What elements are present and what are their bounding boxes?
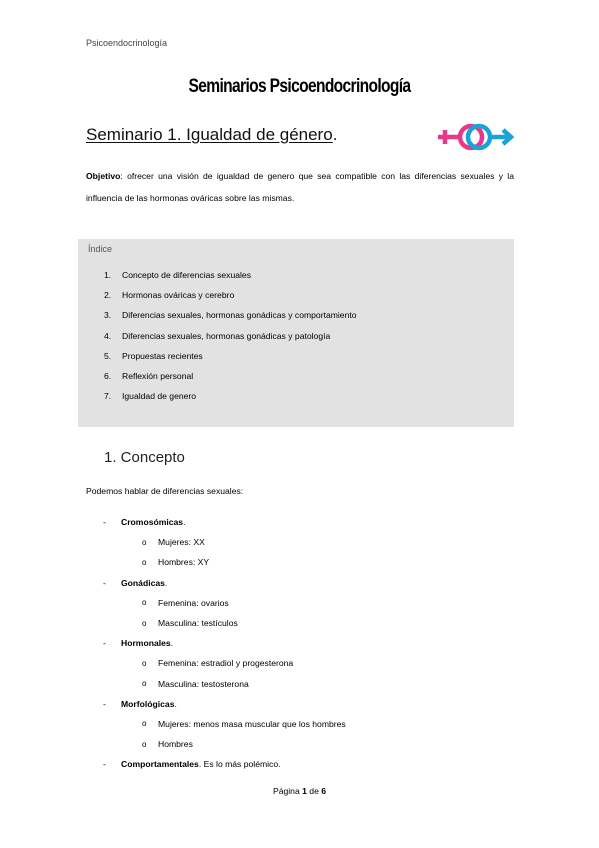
index-item[interactable]: 6. Reflexión personal [104, 370, 194, 381]
list-item: - Comportamentales . Es lo más polémico. [86, 754, 346, 774]
index-item[interactable]: 1. Concepto de diferencias sexuales [104, 270, 251, 280]
circle-bullet-icon: o [142, 658, 147, 668]
document-title: Seminarios Psicoendocrinología [188, 76, 411, 97]
sub-list-item: o Masculina: testosterona [142, 678, 249, 689]
sub-list-item: o Femenina: estradiol y progesterona [142, 658, 294, 669]
objective-paragraph [86, 165, 514, 209]
circle-bullet-icon: o [142, 719, 147, 729]
circle-bullet-icon: o [142, 537, 147, 547]
index-item[interactable]: 7. Igualdad de genero [104, 391, 197, 402]
sub-list-item: o Hombres: XY [142, 557, 210, 568]
female-symbol [438, 126, 482, 148]
dash-bullet-icon: - [103, 517, 106, 528]
index-list [104, 270, 357, 411]
objective-text: : ofrecer una visión de igualdad de genero que sea compatible con las diferencias sexuales y la influencia de las hormonas ováricas sobre las mismas. [86, 171, 514, 203]
index-item[interactable]: 4. Diferencias sexuales, hormonas gonádicas y patología [104, 330, 331, 341]
index-title: Índice [88, 244, 113, 254]
list-item: - Hormonales . [86, 633, 346, 653]
circle-bullet-icon: o [142, 557, 147, 567]
differences-list [86, 512, 346, 774]
sub-list-item: o Mujeres: XX [142, 537, 205, 548]
male-symbol [468, 126, 511, 148]
section-intro: Podemos hablar de diferencias sexuales: [86, 486, 244, 496]
seminar-title-suffix: . [332, 125, 338, 144]
objective-label: Objetivo [86, 171, 121, 181]
dash-bullet-icon: - [103, 759, 106, 770]
current-page: 1 [302, 786, 307, 796]
sub-list-item: o Hombres [142, 739, 193, 750]
sub-list-item: o Femenina: ovarios [142, 597, 229, 608]
page-footer: Página 1 de 6 [272, 786, 327, 796]
running-header: Psicoendocrinología [86, 38, 168, 48]
dash-bullet-icon: - [103, 577, 106, 588]
circle-bullet-icon: o [142, 679, 147, 689]
gender-equality-icon [436, 121, 516, 155]
index-item[interactable]: 5. Propuestas recientes [104, 350, 203, 361]
seminar-title-text: Seminario 1. Igualdad de género [86, 125, 333, 144]
circle-bullet-icon: o [142, 739, 147, 749]
dash-bullet-icon: - [103, 698, 106, 709]
section-title: 1. Concepto [104, 449, 185, 466]
dash-bullet-icon: - [103, 638, 106, 649]
list-item: - Gonádicas . [86, 573, 346, 593]
seminar-title [86, 125, 337, 145]
total-pages: 6 [321, 786, 327, 796]
sub-list-item: o Masculina: testículos [142, 618, 238, 629]
list-item: - Cromosómicas . [86, 512, 346, 532]
list-item: - Morfológicas . [86, 694, 346, 714]
circle-bullet-icon: o [142, 598, 147, 608]
sub-list-item: o Mujeres: menos masa muscular que los hombres [142, 718, 346, 729]
circle-bullet-icon: o [142, 618, 147, 628]
index-item[interactable]: 2. Hormonas ováricas y cerebro [104, 290, 235, 301]
index-item[interactable]: 3. Diferencias sexuales, hormonas gonádicas y comportamiento [104, 310, 357, 321]
